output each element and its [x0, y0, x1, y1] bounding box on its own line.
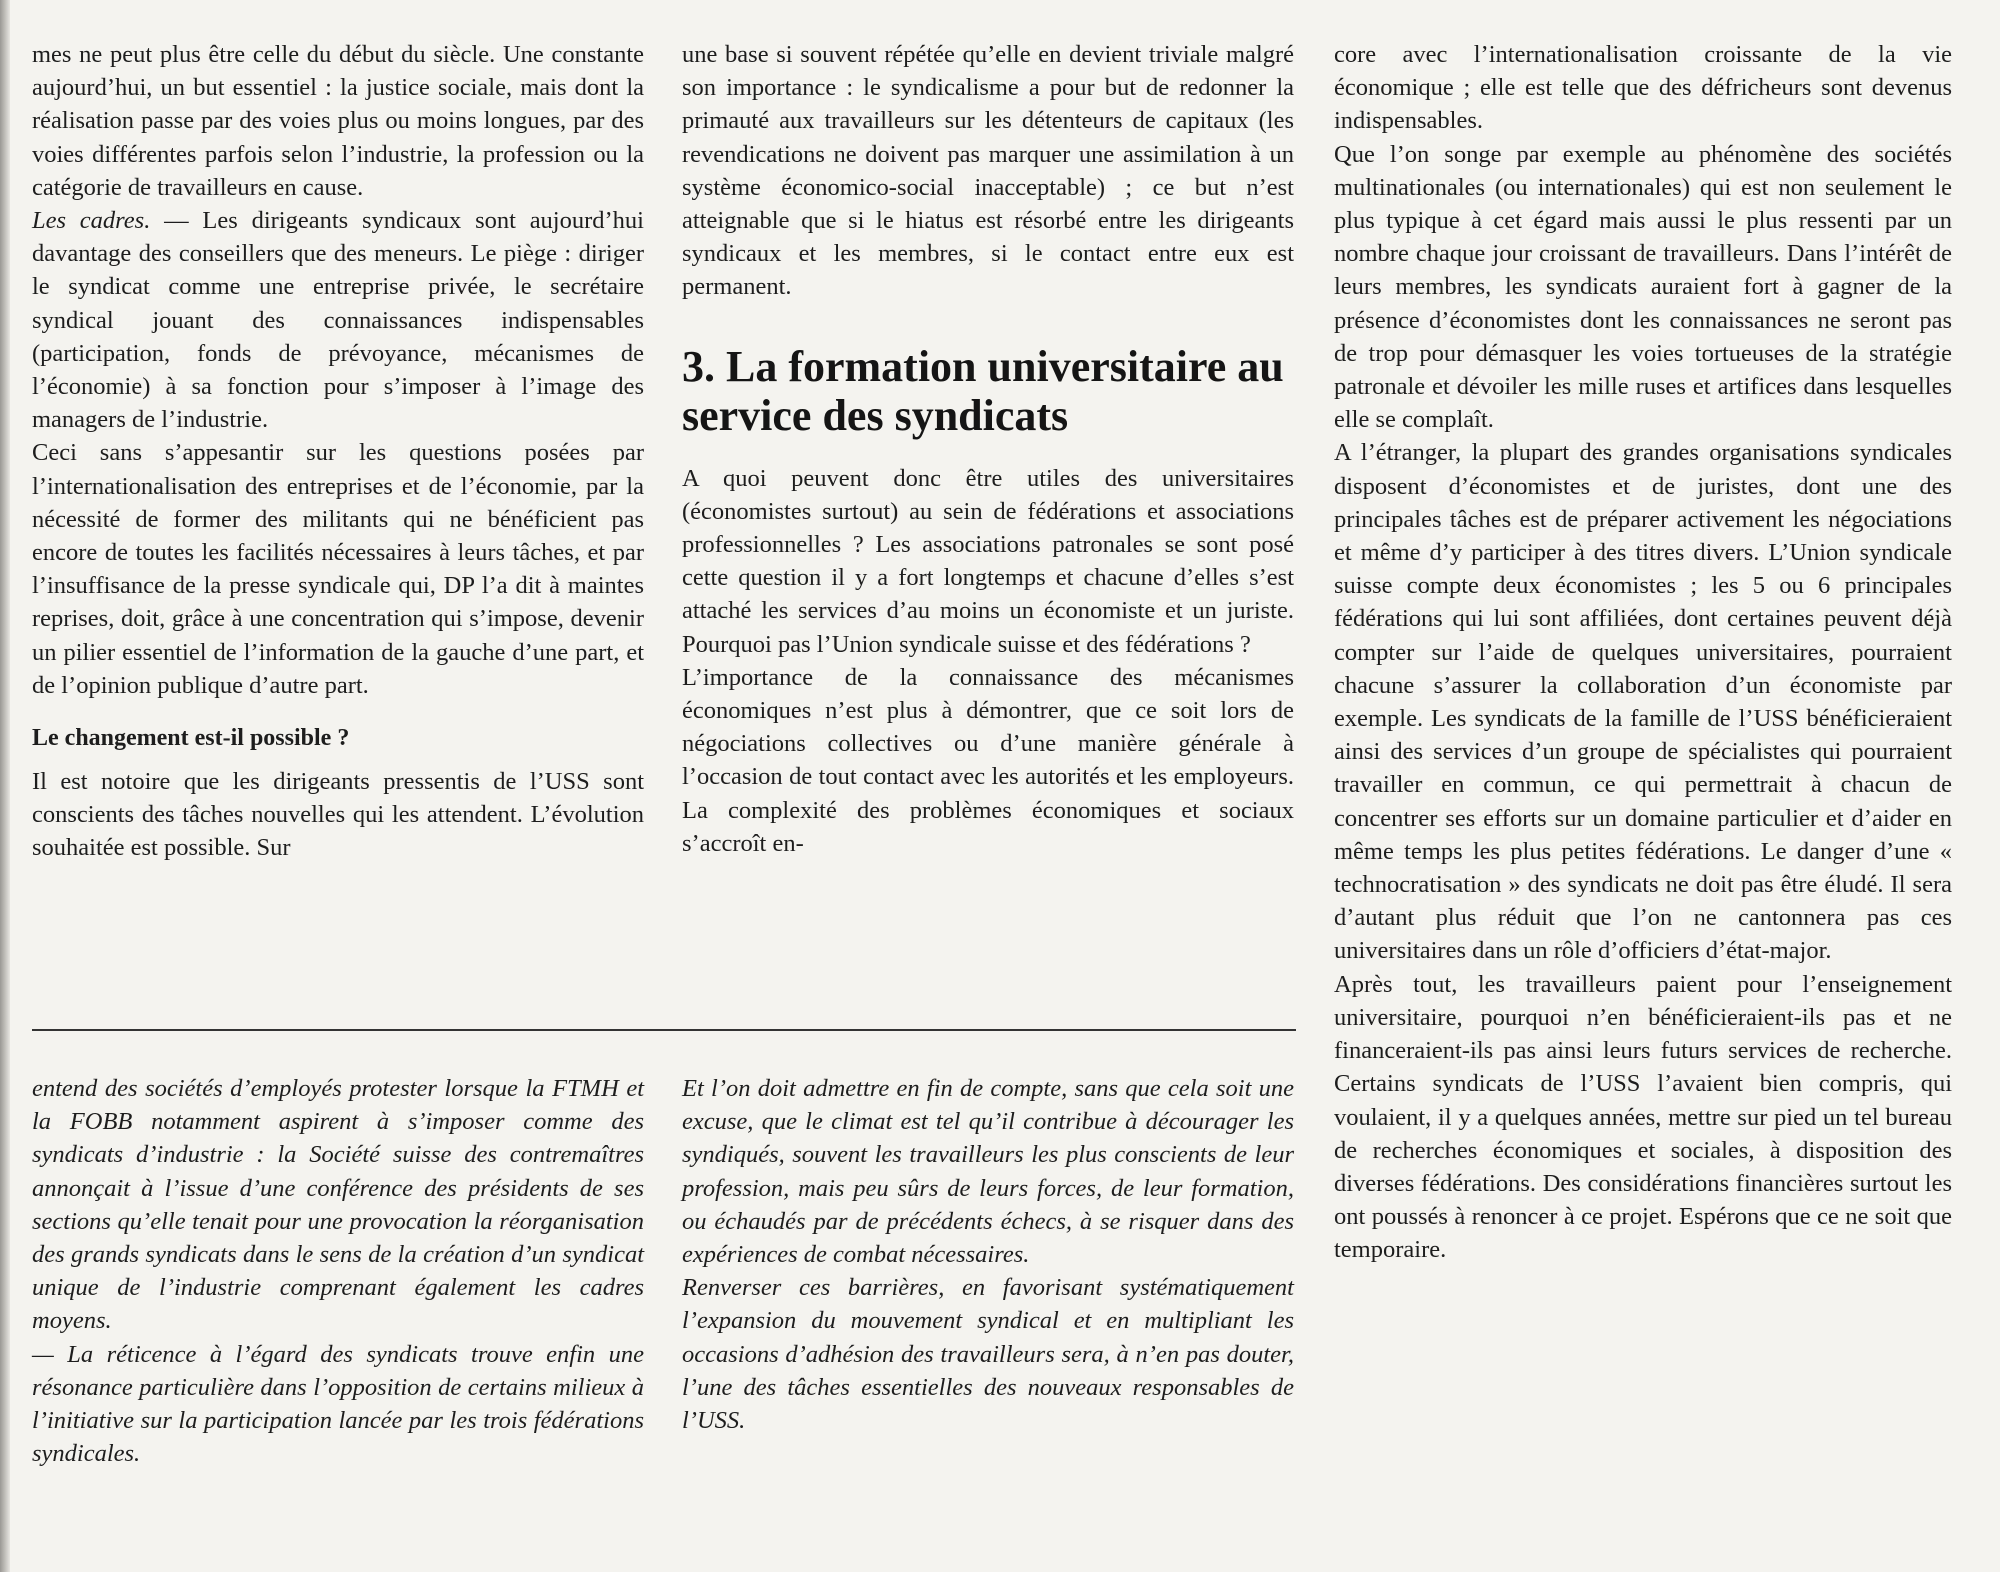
page-binding-edge — [0, 0, 10, 1572]
paragraph: Il est notoire que les dirigeants pressentis de l’USS sont conscients des tâches nouvelles qui les attendent. L’évolution souhaitée est possible. Sur — [32, 768, 644, 862]
paragraph: L’importance de la connaissance des mécanismes économiques n’est plus à démontrer, que ce soit lors de négociations collectives ou d’une manière générale à l’occasion de tout contact avec les autorités et les employeurs. La complexité des problèmes économiques et sociaux s’accroît en- — [682, 663, 1294, 857]
cadres-text: — Les dirigeants syndicaux sont aujourd’hui davantage des conseillers que des meneurs. Le piège : diriger le syndicat comme une entreprise privée, le secrétaire syndical jouant des connaissances indispensables (participation, fonds de prévoyance, mécanismes de l’économie) à sa fonction pour s’imposer à l’image des managers de l’industrie. — [32, 207, 644, 434]
paragraph: A quoi peuvent donc être utiles des universitaires (économistes surtout) au sein de fédérations et associations professionnelles ? Les associations patronales se sont posé cette question il y a fort longtemps et chacune d’elles s’est attaché les services d’au moins un économiste et un juriste. Pourquoi pas l’Union syndicale suisse et des fédérations ? — [682, 464, 1294, 658]
paragraph: A l’étranger, la plupart des grandes organisations syndicales disposent d’économistes et de juristes, dont une des principales tâches est de préparer activement les négociations et même d’y participer à des titres divers. L’Union syndicale suisse compte deux économistes ; les 5 ou 6 principales fédérations qui lui sont affiliées, dont certaines peuvent déjà compter sur l’aide de quelques universitaires, pourraient chacune s’assurer la collaboration d’un économiste par exemple. Les syndicats de la famille de l’USS bénéficieraient ainsi des services d’un groupe de spécialistes qui pourraient travailler en commun, ce qui permettrait à chacun de concentrer ses efforts sur un domaine particulier et d’aider en même temps les plus petites fédérations. Le danger d’une « technocratisation » des syndicats ne doit pas être éludé. Il sera d’autant plus réduit que l’on ne cantonnera pas ces universitaires dans un rôle d’officiers d’état-major. — [1334, 439, 1952, 965]
column-4-italic — [32, 1072, 644, 1470]
paragraph: Ceci sans s’appesantir sur les questions posées par l’internationalisation des entreprises et de l’économie, par la nécessité de former des militants qui ne bénéficient pas encore de toutes les facilités nécessaires à leurs tâches, et par l’insuffisance de la presse syndicale qui, DP l’a dit à maintes reprises, doit, grâce à une concentration qui s’impose, devenir un pilier essentiel de l’information de la gauche d’une part, et de l’opinion publique d’autre part. — [32, 439, 644, 699]
paragraph: Et l’on doit admettre en fin de compte, sans que cela soit une excuse, que le climat est tel qu’il contribue à décourager les syndiqués, souvent les travailleurs les plus conscients de leur profession, mais peu sûrs de leurs forces, de leur formation, ou échaudés par de précédents échecs, à se risquer dans des expériences de combat nécessaires. — [682, 1075, 1294, 1269]
subheading: Le changement est-il possible ? — [32, 725, 350, 752]
paragraph: core avec l’internationalisation croissante de la vie économique ; elle est telle que des défricheurs sont devenus indispensables. — [1334, 41, 1952, 135]
paragraph: Après tout, les travailleurs paient pour l’enseignement universitaire, pourquoi n’en bénéficieraient-ils pas et ne financeraient-ils pas ainsi leurs futurs services de recherche. Certains syndicats de l’USS l’avaient bien compris, qui voulaient, il y a quelques années, mettre sur pied un tel bureau de recherches économiques et sociales, à disposition des diverses fédérations. Des considérations financières surtout les ont poussés à renoncer à ce projet. Espérons que ce ne soit que temporaire. — [1334, 970, 1952, 1264]
column-3 — [1334, 38, 1952, 1267]
paragraph: — La réticence à l’égard des syndicats trouve enfin une résonance particulière dans l’opposition de certains milieux à l’initiative sur la participation lancée par les trois fédérations syndicales. — [32, 1340, 644, 1468]
paragraph: Renverser ces barrières, en favorisant systématiquement l’expansion du mouvement syndical et en multipliant les occasions d’adhésion des travailleurs sera, à n’en pas douter, l’une des tâches essentielles des nouveaux responsables de l’USS. — [682, 1274, 1294, 1435]
paragraph-cadres — [32, 204, 644, 436]
column-5-italic — [682, 1072, 1294, 1437]
column-1 — [32, 38, 644, 865]
paragraph: Que l’on songe par exemple au phénomène des sociétés multinationales (ou internationales) qui est non seulement le plus typique à cet égard mais aussi le plus ressenti par un nombre chaque jour croissant de travailleurs. Dans l’intérêt de leurs membres, les syndicats auraient fort à gagner de la présence d’économistes dont les connaissances ne seront pas de trop pour démasquer les voies tortueuses de la stratégie patronale et dévoiler les mille ruses et artifices dans lesquelles elle se complaît. — [1334, 140, 1952, 434]
paragraph: mes ne peut plus être celle du début du siècle. Une constante aujourd’hui, un but essentiel : la justice sociale, mais dont la réalisation passe par des voies plus ou moins longues, par des voies différentes parfois selon l’industrie, la profession ou la catégorie de travailleurs en cause. — [32, 41, 644, 201]
paragraph: une base si souvent répétée qu’elle en devient triviale malgré son importance : le syndicalisme a pour but de redonner la primauté aux travailleurs sur les détenteurs de capitaux (les revendications ne doivent pas marquer une assimilation à un système économico-social inacceptable) ; ce but n’est atteignable que si le hiatus est résorbé entre les dirigeants syndicaux et les membres, si le contact entre eux est permanent. — [682, 41, 1294, 301]
paragraph: entend des sociétés d’employés protester lorsque la FTMH et la FOBB notamment aspirent à s’imposer comme des syndicats d’industrie : la Société suisse des contremaîtres annonçait à l’issue d’une conférence des présidents de ses sections qu’elle tenait pour une provocation la réorganisation des grands syndicats dans le sens de la création d’un syndicat unique de l’industrie comprenant également les cadres moyens. — [32, 1075, 644, 1335]
cadres-lead-in: Les cadres. — [32, 207, 151, 235]
column-2 — [682, 38, 1294, 860]
section-heading: 3. La formation universitaire au service des syndicats — [682, 341, 1284, 440]
section-divider — [32, 1029, 1296, 1031]
